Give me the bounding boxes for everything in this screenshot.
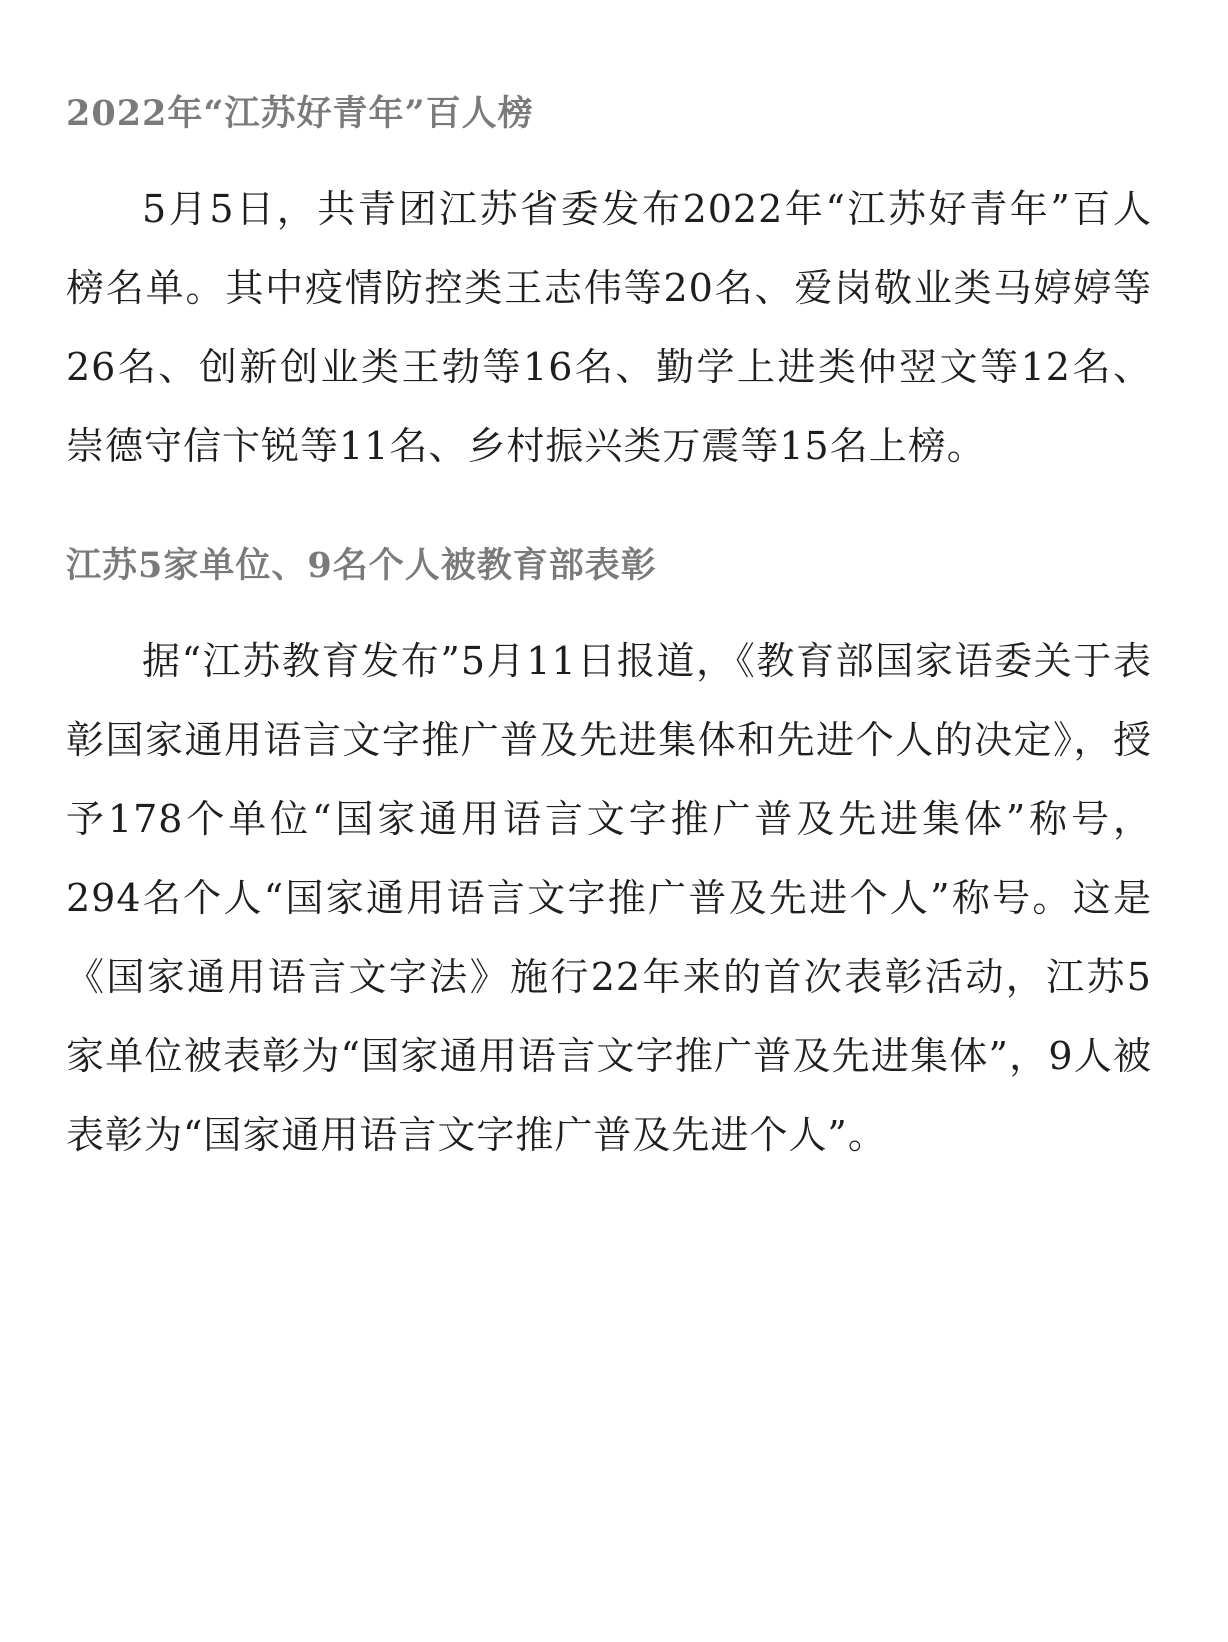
news-section-education-awards (66, 542, 1152, 1175)
section-body: 5月5日，共青团江苏省委发布2022年“江苏好青年”百人榜名单。其中疫情防控类王志伟等20名、爱岗敬业类马婷婷等26名、创新创业类王勃等16名、勤学上进类仲翌文等12名、崇德守信卞锐等11名、乡村振兴类万震等15名上榜。 (66, 187, 1152, 468)
news-section-youth-list (66, 90, 1152, 486)
section-heading: 2022年“江苏好青年”百人榜 (66, 93, 534, 134)
section-body: 据“江苏教育发布”5月11日报道，《教育部国家语委关于表彰国家通用语言文字推广普及先进集体和先进个人的决定》，授予178个单位“国家通用语言文字推广普及先进集体”称号，294名个人“国家通用语言文字推广普及先进个人”称号。这是《国家通用语言文字法》施行22年来的首次表彰活动，江苏5家单位被表彰为“国家通用语言文字推广普及先进集体”，9人被表彰为“国家通用语言文字推广普及先进个人”。 (66, 639, 1152, 1157)
section-heading: 江苏5家单位、9名个人被教育部表彰 (66, 545, 657, 586)
